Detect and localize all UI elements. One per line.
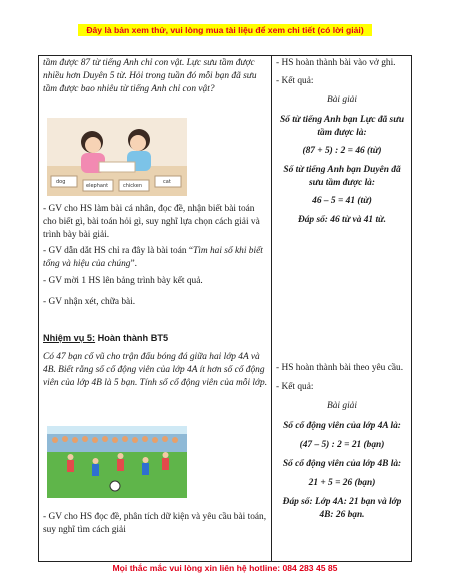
kids-studying-illustration	[47, 118, 187, 196]
task-5-heading: Nhiệm vụ 5: Hoàn thành BT5	[43, 333, 169, 343]
card-elephant: elephant	[86, 183, 109, 189]
problem-5-text: Có 47 bạn cổ vũ cho trận đấu bóng đá giữa hai lớp 4A và 4B. Biết rằng số cổ động viên của lớp 4A ít hơn số cổ động viên của lớp 4B là 5 bạn. Tính số cổ động viên của mỗi lớp.	[43, 352, 268, 388]
solution-1-step-2: Số từ tiếng Anh bạn Duyên đã sưu tầm được là:	[283, 165, 401, 188]
solution-1-answer: Đáp số: 46 từ và 41 từ.	[297, 215, 387, 225]
problem-4-text: tầm được 87 từ tiếng Anh chỉ con vật. Lực sưu tầm được nhiều hơn Duyên 5 từ. Hỏi trong tuần đó mỗi bạn đã sưu tầm được bao nhiêu từ tiếng Anh chỉ con vật?	[43, 58, 257, 94]
solution-1-step-1: Số từ tiếng Anh bạn Lực đã sưu tầm được là:	[279, 115, 405, 138]
solution-title-2: Bài giải	[327, 401, 357, 411]
card-cat: cat	[163, 179, 171, 185]
hs-task-2: - HS hoàn thành bài theo yêu cầu.	[276, 363, 404, 373]
solution-1-calc-2: 46 – 5 = 41 (từ)	[312, 196, 372, 206]
card-dog: dog	[56, 179, 66, 185]
result-label-2: - Kết quả:	[276, 382, 314, 392]
gv-instruction-4: - GV nhận xét, chữa bài.	[43, 297, 136, 307]
preview-notice-banner: Đây là bản xem thử, vui lòng mua tài liệu để xem chi tiết (có lời giải)	[78, 24, 372, 36]
hs-task-1: - HS hoàn thành bài vào vở ghi.	[276, 58, 396, 68]
solution-2-calc-1: (47 – 5) : 2 = 21 (bạn)	[299, 440, 385, 450]
result-label-1: - Kết quả:	[276, 76, 314, 86]
column-divider	[271, 56, 272, 561]
hotline-footer: Mọi thắc mắc vui lòng xin liên hệ hotline: 084 283 45 85	[112, 563, 338, 573]
gv-instruction-1: - GV cho HS làm bài cá nhân, đọc đề, nhận biết bài toán cho biết gì, bài toán hỏi gì, suy nghĩ lựa chọn cách giải và trình bày bài giải.	[43, 204, 260, 240]
card-chicken: chicken	[123, 183, 143, 189]
football-match-illustration	[47, 426, 187, 498]
solution-2-step-1: Số cổ động viên của lớp 4A là:	[283, 421, 401, 431]
gv-instruction-2: - GV dẫn dắt HS chỉ ra đây là bài toán “Tìm hai số khi biết tổng và hiệu của chúng”.	[43, 246, 263, 269]
solution-1-calc-1: (87 + 5) : 2 = 46 (từ)	[302, 146, 382, 156]
solution-2-calc-2: 21 + 5 = 26 (bạn)	[308, 478, 376, 488]
solution-2-answer: Đáp số: Lớp 4A: 21 bạn và lớp 4B: 26 bạn.	[282, 497, 402, 520]
lesson-table	[38, 55, 412, 562]
gv-instruction-5: - GV cho HS đọc đề, phân tích dữ kiện và yêu cầu bài toán, suy nghĩ tìm cách giải	[43, 512, 267, 535]
gv-instruction-3: - GV mời 1 HS lên bảng trình bày kết quả.	[43, 276, 203, 286]
solution-2-step-2: Số cổ động viên của lớp 4B là:	[282, 459, 402, 469]
solution-title-1: Bài giải	[327, 95, 357, 105]
